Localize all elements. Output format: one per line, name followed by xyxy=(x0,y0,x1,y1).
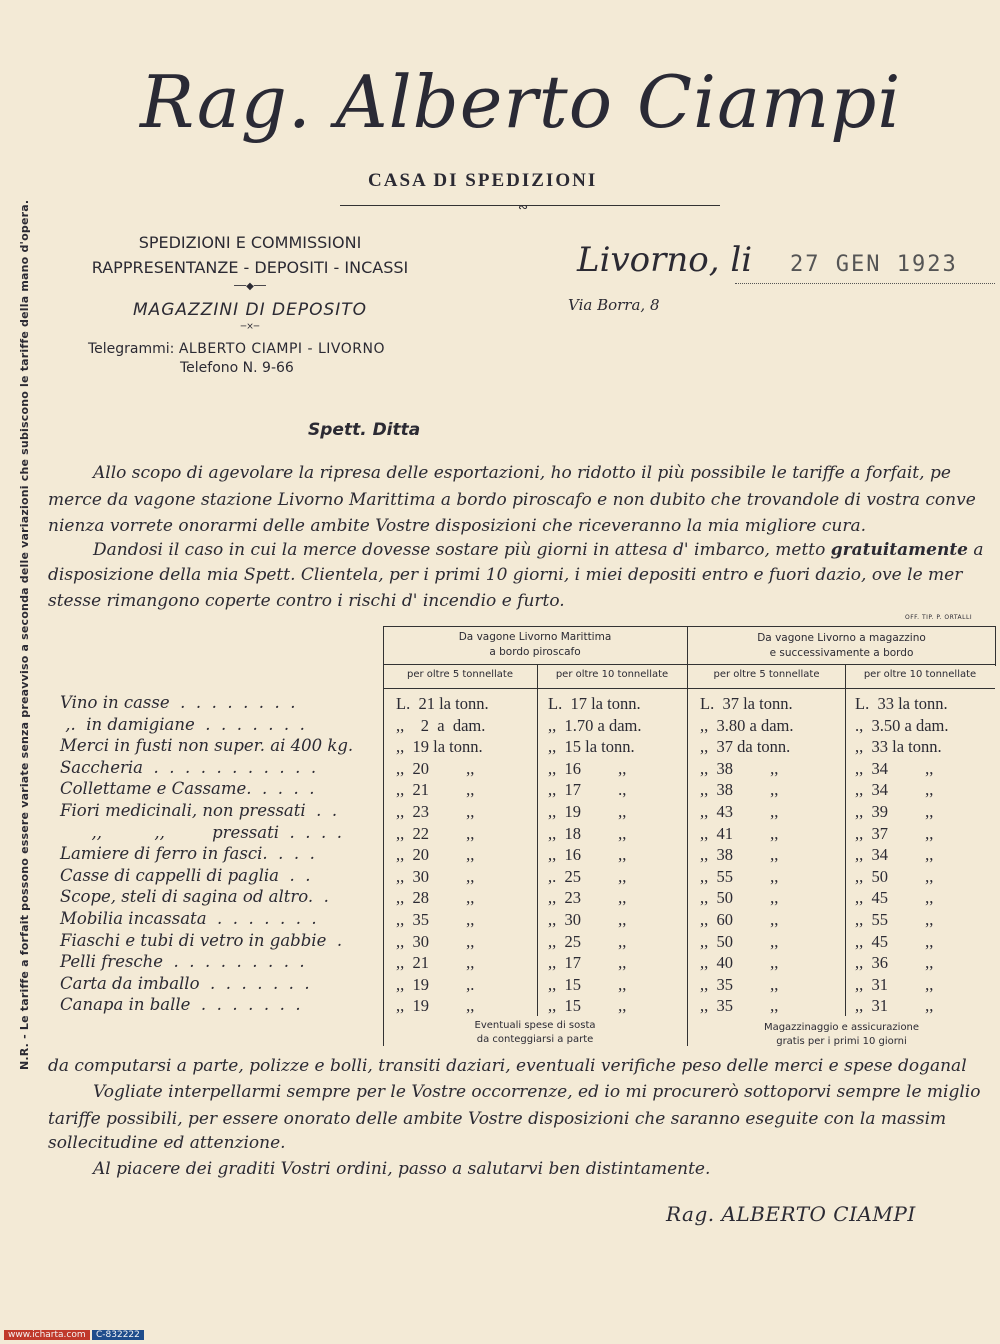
place-label: Livorno, li xyxy=(577,240,753,280)
subheader-col-1: per oltre 5 tonnellate xyxy=(407,669,513,680)
table-row-label: ,, ,, pressati . . . . xyxy=(60,823,342,842)
table-cell: L. 37 la tonn. xyxy=(700,694,793,713)
table-col-divider-1 xyxy=(537,664,538,1016)
table-left-border xyxy=(383,626,384,1046)
table-cell: ,, 36 ,, xyxy=(855,953,934,972)
table-cell: ,, 38 ,, xyxy=(700,845,779,864)
table-cell: ,, 23 ,, xyxy=(548,888,627,907)
table-cell: ,, 41 ,, xyxy=(700,824,779,843)
table-cell: ,, 35 ,, xyxy=(700,975,779,994)
paragraph-2-line-1 xyxy=(93,540,984,560)
table-col-divider-2 xyxy=(845,664,846,1016)
table-cell: L. 17 la tonn. xyxy=(548,694,641,713)
table-cell: ,, 31 ,, xyxy=(855,975,934,994)
divider-ornament-icon: ──◆── xyxy=(234,281,266,292)
paragraph-2-tail: a xyxy=(968,540,984,560)
salutation: Spett. Ditta xyxy=(308,420,421,440)
watermark-code: C-832222 xyxy=(92,1330,144,1340)
date-line xyxy=(735,283,995,284)
printer-credit: OFF. TIP. P. ORTALLI xyxy=(905,614,973,621)
paragraph-2-line-2: disposizione della mia Spett. Clientela, per i primi 10 giorni, i miei depositi entro e fuori dazio, ove le mer xyxy=(48,565,963,585)
paragraph-1-line-2: merce da vagone stazione Livorno Marittima a bordo piroscafo e non dubito che trovandole di vostra conve xyxy=(48,490,976,510)
table-cell: ,, 21 ,, xyxy=(396,953,475,972)
table-cell: ,, 33 la tonn. xyxy=(855,737,942,756)
paragraph-2-text: Dandosi il caso in cui la merce dovesse sostare più giorni in attesa d' imbarco, metto xyxy=(93,540,831,560)
table-cell: ,, 50 ,, xyxy=(700,888,779,907)
table-cell: ,, 18 ,, xyxy=(548,824,627,843)
services-line-2: RAPPRESENTANZE - DEPOSITI - INCASSI xyxy=(91,258,409,277)
table-cell: L. 21 la tonn. xyxy=(396,694,489,713)
table-cell: ,, 17 ,, xyxy=(548,953,627,972)
paragraph-3-line-5: Al piacere dei graditi Vostri ordini, passo a salutarvi ben distintamente. xyxy=(93,1159,711,1179)
table-top-rule xyxy=(383,626,995,627)
table-cell: ,, 34 ,, xyxy=(855,759,934,778)
table-footer-1 xyxy=(383,1019,687,1047)
table-cell: ,, 34 ,, xyxy=(855,845,934,864)
table-cell: ,, 50 ,, xyxy=(700,932,779,951)
table-cell: ,, 35 ,, xyxy=(396,910,475,929)
table-cell: ,, 43 ,, xyxy=(700,802,779,821)
table-cell: ,, 37 da tonn. xyxy=(700,737,791,756)
footer-1-line-2: da conteggiarsi a parte xyxy=(476,1034,594,1045)
paragraph-3-line-4: sollecitudine ed attenzione. xyxy=(48,1133,286,1153)
telegram-line xyxy=(88,341,385,357)
table-row-label: Carta da imballo . . . . . . . xyxy=(60,974,310,993)
table-cell: ,, 20 ,, xyxy=(396,759,475,778)
table-cell: ,, 39 ,, xyxy=(855,802,934,821)
table-cell: ,, 19 ,. xyxy=(396,975,475,994)
footer-2-line-1: Magazzinaggio e assicurazione xyxy=(763,1022,920,1033)
table-cell: ,, 19 ,, xyxy=(548,802,627,821)
table-cell: ,, 60 ,, xyxy=(700,910,779,929)
table-subheader-rule xyxy=(383,688,995,689)
table-group-2-header xyxy=(688,631,995,661)
table-cell: ,, 16 ,, xyxy=(548,845,627,864)
table-row-label: Canapa in balle . . . . . . . xyxy=(60,995,301,1014)
signature: Rag. ALBERTO CIAMPI xyxy=(666,1202,916,1226)
letterhead-subtitle: CASA DI SPEDIZIONI xyxy=(368,170,598,191)
subheader-col-4: per oltre 10 tonnellate xyxy=(863,669,977,680)
table-row-label: Pelli fresche . . . . . . . . . xyxy=(60,952,305,971)
table-cell: ,, 17 ., xyxy=(548,780,627,799)
subheader-col-3: per oltre 5 tonnellate xyxy=(713,669,820,680)
paragraph-3-line-2: Vogliate interpellarmi sempre per le Vostre occorrenze, ed io mi procurerò sottoporvi sempre le miglio xyxy=(93,1082,981,1102)
table-row-label: Fiori medicinali, non pressati . . xyxy=(60,801,338,820)
table-cell: ,, 45 ,, xyxy=(855,932,934,951)
table-cell: ,, 38 ,, xyxy=(700,759,779,778)
table-row-label: ,. in damigiane . . . . . . . xyxy=(60,715,305,734)
table-cell: L. 33 la tonn. xyxy=(855,694,948,713)
side-note: N.R. - Le tariffe a forfait possono essere variate senza preavviso a seconda delle variazioni che subiscono le tariffe della mano d'opera. xyxy=(18,199,31,1070)
paragraph-2-emphasis: gratuitamente xyxy=(830,540,968,560)
letterhead-brand: Rag. Alberto Ciampi xyxy=(140,60,902,144)
table-row-label: Fiaschi e tubi di vetro in gabbie . xyxy=(60,931,343,950)
table-row-label: Lamiere di ferro in fasci. . . . xyxy=(60,844,315,863)
table-cell: ,, 30 ,, xyxy=(396,932,475,951)
table-row-label: Scope, steli di sagina od altro. . xyxy=(60,887,329,906)
table-cell: ,, 2 a dam. xyxy=(396,716,486,735)
subheader-col-2: per oltre 10 tonnellate xyxy=(555,669,669,680)
phone-number: Telefono N. 9-66 xyxy=(180,360,294,376)
table-cell: ,, 37 ,, xyxy=(855,824,934,843)
group-2-line-2: e successivamente a bordo xyxy=(769,647,914,659)
table-cell: ,, 31 ,, xyxy=(855,996,934,1015)
table-row-label: Saccheria . . . . . . . . . . . xyxy=(60,758,317,777)
paragraph-2-line-3: stesse rimangono coperte contro i rischi d' incendio e furto. xyxy=(48,591,565,611)
table-cell: ,, 55 ,, xyxy=(700,867,779,886)
footer-1-line-1: Eventuali spese di sosta xyxy=(474,1020,596,1031)
table-cell: ,, 25 ,, xyxy=(548,932,627,951)
table-row-label: Casse di cappelli di paglia . . xyxy=(60,866,311,885)
table-cell: ,, 21 ,, xyxy=(396,780,475,799)
table-group-1-header xyxy=(383,630,687,660)
table-cell: ,, 50 ,, xyxy=(855,867,934,886)
table-cell: ,, 23 ,, xyxy=(396,802,475,821)
table-row-label: Collettame e Cassame. . . . . xyxy=(60,779,315,798)
header-rule xyxy=(340,205,720,206)
services-line-1: SPEDIZIONI E COMMISSIONI xyxy=(138,233,362,252)
table-cell: ,, 40 ,, xyxy=(700,953,779,972)
table-group-divider xyxy=(687,626,688,1046)
paragraph-1-line-3: nienza vorrete onorarmi delle ambite Vostre disposizioni che riceveranno la mia migliore cura. xyxy=(48,516,866,536)
table-cell: ., 3.50 a dam. xyxy=(855,716,949,735)
table-cell: ,, 19 la tonn. xyxy=(396,737,483,756)
table-cell: ,, 30 ,, xyxy=(396,867,475,886)
table-cell: ,, 20 ,, xyxy=(396,845,475,864)
paragraph-1-line-1: Allo scopo di agevolare la ripresa delle esportazioni, ho ridotto il più possibile le tariffe a forfait, pe xyxy=(93,463,951,483)
table-cell: ,, 28 ,, xyxy=(396,888,475,907)
table-cell: ,, 19 ,, xyxy=(396,996,475,1015)
table-cell: ,, 45 ,, xyxy=(855,888,934,907)
telegram-value: ALBERTO CIAMPI - LIVORNO xyxy=(178,341,385,357)
group-1-line-2: a bordo piroscafo xyxy=(489,646,581,658)
table-right-border xyxy=(995,626,996,666)
small-ornament-icon: ─×─ xyxy=(240,322,260,332)
table-cell: ,, 15 ,, xyxy=(548,996,627,1015)
table-cell: ,, 38 ,, xyxy=(700,780,779,799)
telegram-label: Telegrammi: xyxy=(88,341,175,357)
table-cell: ,, 22 ,, xyxy=(396,824,475,843)
table-cell: ,, 16 ,, xyxy=(548,759,627,778)
paragraph-3-line-1: da computarsi a parte, polizze e bolli, transiti daziari, eventuali verifiche peso delle merci e spese doganal xyxy=(48,1056,967,1076)
street-address: Via Borra, 8 xyxy=(568,296,660,314)
warehouses-heading: MAGAZZINI DI DEPOSITO xyxy=(132,300,368,320)
table-cell: ,, 15 la tonn. xyxy=(548,737,635,756)
table-cell: ,, 30 ,, xyxy=(548,910,627,929)
watermark-site: www.icharta.com xyxy=(4,1330,90,1340)
date-stamp: 27 GEN 1923 xyxy=(790,252,958,277)
table-row-label: Vino in casse . . . . . . . . xyxy=(60,693,296,712)
table-header-rule xyxy=(383,664,995,665)
table-cell: ,, 15 ,, xyxy=(548,975,627,994)
table-cell: ,. 25 ,, xyxy=(548,867,627,886)
paragraph-3-line-3: tariffe possibili, per essere onorato delle ambite Vostre disposizioni che saranno eseguite con la massim xyxy=(48,1109,947,1129)
table-cell: ,, 34 ,, xyxy=(855,780,934,799)
group-2-line-1: Da vagone Livorno a magazzino xyxy=(757,632,926,644)
table-cell: ,, 3.80 a dam. xyxy=(700,716,794,735)
footer-2-line-2: gratis per i primi 10 giorni xyxy=(776,1036,907,1047)
table-cell: ,, 55 ,, xyxy=(855,910,934,929)
table-row-label: Mobilia incassata . . . . . . . xyxy=(60,909,317,928)
group-1-line-1: Da vagone Livorno Marittima xyxy=(458,631,612,643)
table-row-label: Merci in fusti non super. ai 400 kg. xyxy=(60,736,354,755)
ornament-icon: ∾ xyxy=(518,200,529,214)
table-cell: ,, 1.70 a dam. xyxy=(548,716,642,735)
table-cell: ,, 35 ,, xyxy=(700,996,779,1015)
table-footer-2 xyxy=(688,1021,995,1049)
